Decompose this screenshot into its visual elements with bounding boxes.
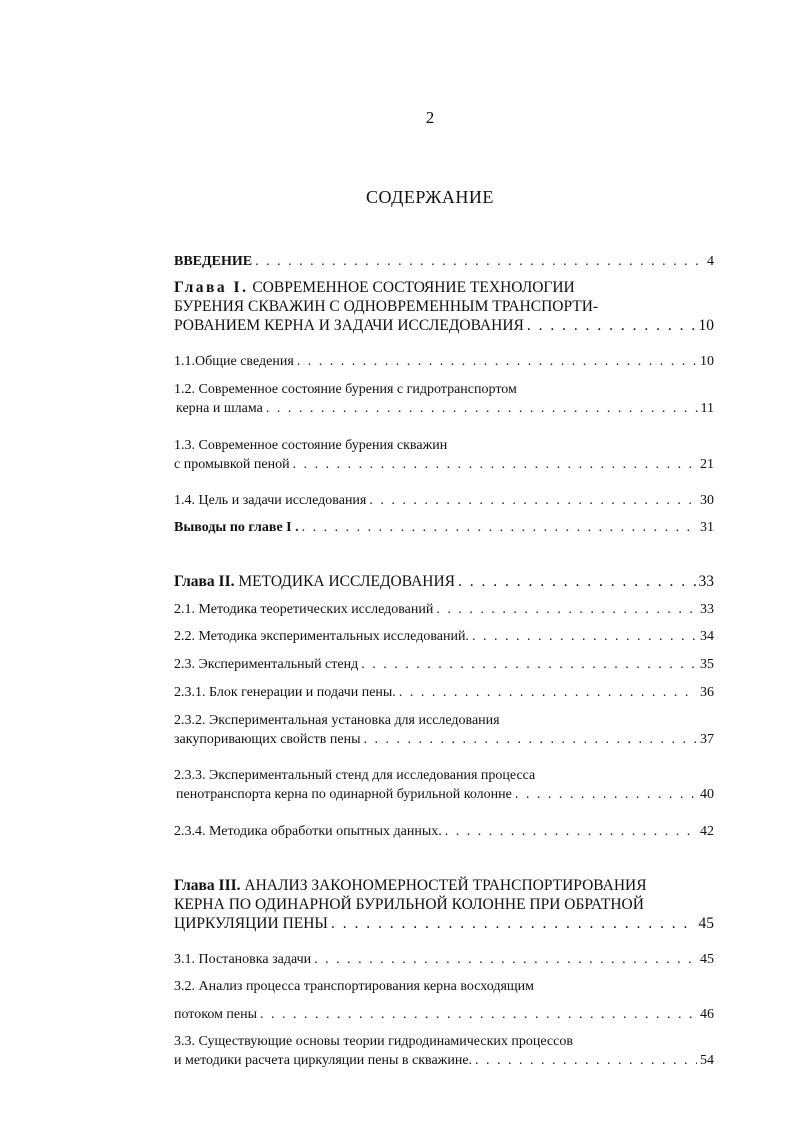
toc-entry-page: 10 xyxy=(700,354,714,369)
toc-entry-label: 2.2. Методика экспериментальных исследований. xyxy=(174,629,469,644)
dot-leader xyxy=(436,600,697,619)
toc-entry-label: с промывкой пеной xyxy=(174,457,290,472)
dot-leader xyxy=(297,352,697,371)
toc-entry-label: 2.3.3. Экспериментальный стенд для исследования процесса xyxy=(174,768,536,783)
dot-leader xyxy=(293,455,697,474)
toc-entry-label: 2.3. Экспериментальный стенд xyxy=(174,657,359,672)
toc-entry-2-2[interactable] xyxy=(174,627,714,646)
chapter-title-line: КЕРНА ПО ОДИНАРНОЙ БУРИЛЬНОЙ КОЛОННЕ ПРИ ОБРАТНОЙ xyxy=(174,896,644,913)
toc-entry-chapter-1[interactable] xyxy=(174,278,714,335)
toc-entry-1-1[interactable] xyxy=(174,352,714,371)
toc-entry-label: 2.3.4. Методика обработки опытных данных. xyxy=(174,824,442,839)
dot-leader xyxy=(399,683,697,702)
dot-leader xyxy=(445,822,697,841)
page-number: 2 xyxy=(425,108,435,127)
toc-entry-label: 2.3.2. Экспериментальная установка для исследования xyxy=(174,713,500,728)
dot-leader xyxy=(361,655,697,674)
toc-entry-label: закупоривающих свойств пены xyxy=(174,732,361,747)
toc-entry-3-3[interactable] xyxy=(174,1032,714,1070)
toc-entry-page: 36 xyxy=(700,685,714,700)
toc-entry-label: 2.3.1. Блок генерации и подачи пены. xyxy=(174,685,396,700)
toc-entry-2-3-3[interactable] xyxy=(174,766,714,804)
toc-entry-label: 3.3. Существующие основы теории гидродинамических процессов xyxy=(174,1034,573,1049)
toc-entry-1-2[interactable] xyxy=(174,380,714,418)
toc-entry-label: потоком пены xyxy=(174,1007,258,1022)
toc-entry-label: 1.1.Общие сведения xyxy=(174,354,294,369)
dot-leader xyxy=(302,518,697,537)
dot-leader xyxy=(260,1005,697,1024)
toc-entry-page: 10 xyxy=(698,317,714,334)
toc-entry-page: 45 xyxy=(698,915,714,932)
toc-entry-2-3-1[interactable] xyxy=(174,683,714,702)
toc-entry-2-1[interactable] xyxy=(174,600,714,619)
chapter-title-line: АНАЛИЗ ЗАКОНОМЕРНОСТЕЙ ТРАНСПОРТИРОВАНИЯ xyxy=(244,877,647,894)
chapter-prefix: Глава I. xyxy=(174,279,249,296)
toc-entry-2-3[interactable] xyxy=(174,655,714,674)
toc-entry-page: 45 xyxy=(700,952,714,967)
dot-leader xyxy=(314,950,697,969)
dot-leader xyxy=(266,399,698,418)
chapter-prefix: Глава III. xyxy=(174,877,241,894)
toc-entry-page: 46 xyxy=(700,1007,714,1022)
dot-leader xyxy=(363,730,697,749)
toc-entry-label: 2.1. Методика теоретических исследований xyxy=(174,602,434,617)
toc-entry-page: 33 xyxy=(700,602,714,617)
toc-entry-label: 1.4. Цель и задачи исследования xyxy=(174,493,367,508)
toc-entry-page: 54 xyxy=(700,1053,714,1068)
toc-entry-label: ВВЕДЕНИЕ xyxy=(174,254,253,269)
toc-entry-page: 21 xyxy=(700,457,714,472)
chapter-title-line: СОВРЕМЕННОЕ СОСТОЯНИЕ ТЕХНОЛОГИИ xyxy=(252,279,575,296)
toc-entry-conclusions-1[interactable] xyxy=(174,518,714,537)
chapter-title-line: МЕТОДИКА ИССЛЕДОВАНИЯ xyxy=(238,573,455,590)
dot-leader xyxy=(472,627,697,646)
toc-entry-page: 42 xyxy=(700,824,714,839)
chapter-prefix: Глава II. xyxy=(174,573,235,590)
dot-leader xyxy=(458,572,696,591)
dot-leader xyxy=(515,785,697,804)
toc-title: СОДЕРЖАНИЕ xyxy=(366,187,494,207)
toc-entry-page: 30 xyxy=(700,493,714,508)
toc-entry-1-4[interactable] xyxy=(174,491,714,510)
toc-entry-chapter-3[interactable] xyxy=(174,876,714,933)
dot-leader xyxy=(527,316,696,335)
toc-entry-page: 33 xyxy=(698,573,714,590)
toc-entry-page: 37 xyxy=(700,732,714,747)
toc-entry-1-3[interactable] xyxy=(174,436,714,474)
chapter-title-line: БУРЕНИЯ СКВАЖИН С ОДНОВРЕМЕННЫМ ТРАНСПОРТИ- xyxy=(174,298,599,315)
toc-entry-label: 3.1. Постановка задачи xyxy=(174,952,312,967)
toc-entry-page: 11 xyxy=(700,401,714,416)
toc-entry-page: 31 xyxy=(700,520,714,535)
toc-entry-label: и методики расчета циркуляции пены в скважине. xyxy=(174,1053,473,1068)
toc-entry-page: 40 xyxy=(700,787,714,802)
toc-entry-chapter-2[interactable] xyxy=(174,572,714,591)
toc-entry-2-3-2[interactable] xyxy=(174,711,714,749)
dot-leader xyxy=(331,914,696,933)
toc-entry-page: 35 xyxy=(700,657,714,672)
toc-entry-label: керна и шлама xyxy=(176,401,263,416)
toc-entry-label: 1.3. Современное состояние бурения скважин xyxy=(174,438,448,453)
dot-leader xyxy=(475,1051,697,1070)
toc-entry-3-1[interactable] xyxy=(174,950,714,969)
toc-entry-label: Выводы по главе I . xyxy=(174,520,299,535)
toc-entry-intro[interactable] xyxy=(174,252,714,271)
chapter-title-line: РОВАНИЕМ КЕРНА И ЗАДАЧИ ИССЛЕДОВАНИЯ xyxy=(174,317,524,334)
toc-entry-3-2[interactable] xyxy=(174,977,714,1024)
toc-entry-label: 3.2. Анализ процесса транспортирования керна восходящим xyxy=(174,979,535,994)
dot-leader xyxy=(255,252,704,271)
toc-entry-label: 1.2. Современное состояние бурения с гидротранспортом xyxy=(174,382,517,397)
toc-entry-2-3-4[interactable] xyxy=(174,822,714,841)
dot-leader xyxy=(369,491,697,510)
chapter-title-line: ЦИРКУЛЯЦИИ ПЕНЫ xyxy=(174,915,328,932)
toc-entry-label: пенотранспорта керна по одинарной бурильной колонне xyxy=(176,787,512,802)
toc-entry-page: 4 xyxy=(707,254,714,269)
toc-entry-page: 34 xyxy=(700,629,714,644)
